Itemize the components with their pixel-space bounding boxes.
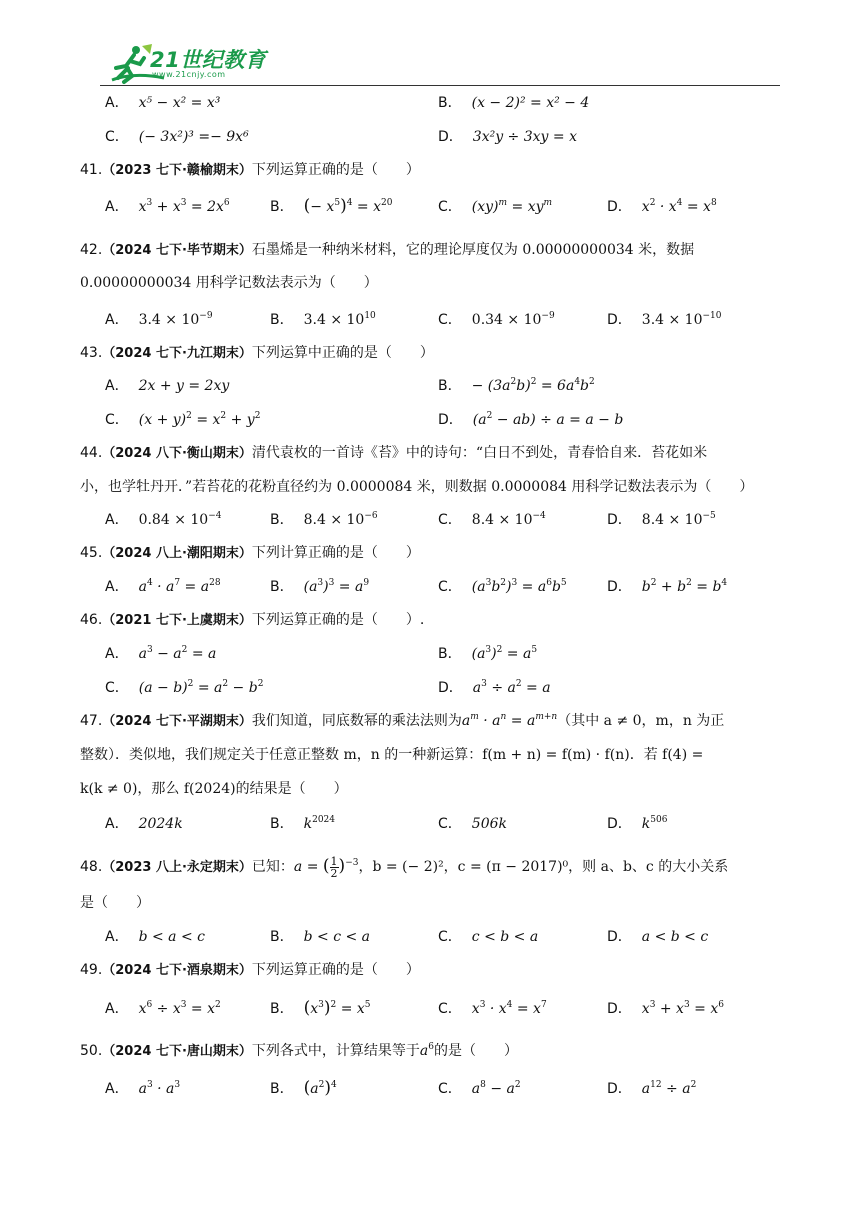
q46-option-c: C． $(a - b)^2 = a^2 - b^2$: [105, 679, 264, 696]
q41-option-d: D． $x^2 \cdot x^4 = x^8$: [607, 198, 717, 215]
q44-stem-line2: 小，也学牡丹开．”若苔花的花粉直径约为 0.0000084 米，则数据 0.0000084 用科学记数法表示为（ ）: [80, 479, 754, 495]
q43-option-a: A． 2x + y = 2xy: [105, 378, 230, 394]
q47-stem-line2: 整数）．类似地，我们规定关于任意正整数 m，n 的一种新运算：f(m + n) = f(m) · f(n)．若 f(4) =: [80, 747, 704, 763]
header-divider: [100, 85, 780, 86]
q47-stem-line3: k(k ≠ 0)，那么 f(2024)的结果是（ ）: [80, 781, 348, 797]
q46-option-b: B． $(a^3)^2 = a^5$: [438, 645, 538, 662]
q48-option-b: B． b < c < a: [270, 929, 371, 945]
q44-option-d: D． $8.4 \times 10^{-5}$: [607, 511, 716, 528]
q44-option-b: B． $8.4 \times 10^{-6}$: [270, 511, 378, 528]
q40-option-c: C． (− 3x²)³ =− 9x⁶: [105, 129, 249, 145]
q42-option-d: D． $3.4 \times 10^{-10}$: [607, 311, 722, 328]
q48-option-c: C． c < b < a: [438, 929, 539, 945]
q45-option-b: B． $(a^3)^3 = a^9$: [270, 578, 370, 595]
q48-stem-line2: 是（ ）: [80, 895, 150, 911]
q42-option-c: C． $0.34 \times 10^{-9}$: [438, 311, 555, 328]
q46-option-a: A． $a^3 - a^2 = a$: [105, 645, 217, 662]
q49-option-c: C． $x^3 \cdot x^4 = x^7$: [438, 1000, 547, 1017]
q44-stem-line1: 44.（2024 八下·衡山期末）清代袁枚的一首诗《苔》中的诗句：“白日不到处，青春恰自来．苔花如米: [80, 445, 708, 461]
q48-option-a: A． b < a < c: [105, 929, 205, 945]
q50-option-b: B． $(a^2)^4$: [270, 1078, 337, 1098]
q45-option-a: A． $a^4 \cdot a^7 = a^{28}$: [105, 578, 221, 595]
q49-option-d: D． $x^3 + x^3 = x^6$: [607, 1000, 724, 1017]
q42-option-b: B． $3.4 \times 10^{10}$: [270, 311, 376, 328]
q42-stem-line2: 0.00000000034 用科学记数法表示为（ ）: [80, 275, 378, 291]
q43-option-c: C． $(x + y)^2 = x^2 + y^2$: [105, 411, 261, 428]
q48-option-d: D． a < b < c: [607, 929, 709, 945]
q49-option-b: B． $(x^3)^2 = x^5$: [270, 998, 371, 1018]
q50-option-d: D． $a^{12} \div a^2$: [607, 1080, 697, 1097]
q42-stem-line1: 42.（2024 七下·毕节期末）石墨烯是一种纳米材料，它的理论厚度仅为 0.00000000034 米，数据: [80, 242, 695, 258]
q49-option-a: A． $x^6 \div x^3 = x^2$: [105, 1000, 221, 1017]
q41-stem: 41.（2023 七下·赣榆期末）下列运算正确的是（ ）: [80, 162, 420, 178]
q47-option-d: D． $k^{506}$: [607, 815, 668, 832]
q46-option-d: D． $a^3 \div a^2 = a$: [438, 679, 551, 696]
q40-option-d: D． 3x²y ÷ 3xy = x: [438, 129, 577, 145]
q46-stem: 46.（2021 七下·上虞期末）下列运算正确的是（ ）.: [80, 612, 425, 628]
q40-option-a: A． x⁵ − x² = x³: [105, 95, 221, 111]
q48-stem-line1: 48.（2023 八上·永定期末）已知：a = ( $\frac{1}{2}$ )$^{-3}$，b = (− 2)²，c = (π − 2017)⁰，则 a、b、c 的大小关系: [80, 854, 729, 880]
q45-option-c: C． $(a^3b^2)^3 = a^6b^5$: [438, 578, 567, 595]
q43-stem: 43.（2024 七下·九江期末）下列运算中正确的是（ ）: [80, 345, 434, 361]
q50-option-a: A． $a^3 \cdot a^3$: [105, 1080, 181, 1097]
q47-option-c: C． 506k: [438, 816, 507, 832]
q50-stem: 50.（2024 七下·唐山期末）下列各式中，计算结果等于$a^6$的是（ ）: [80, 1042, 519, 1059]
q44-option-c: C． $8.4 \times 10^{-4}$: [438, 511, 546, 528]
page-header: [100, 38, 780, 88]
q44-option-a: A． $0.84 \times 10^{-4}$: [105, 511, 222, 528]
q43-option-d: D． $(a^2 - ab) \div a = a - b$: [438, 411, 624, 428]
q49-stem: 49.（2024 七下·酒泉期末）下列运算正确的是（ ）: [80, 962, 420, 978]
q45-option-d: D． $b^2 + b^2 = b^4$: [607, 578, 728, 595]
q47-option-b: B． $k^{2024}$: [270, 815, 335, 832]
q47-stem-line1: 47.（2024 七下·平湖期末）我们知道，同底数幂的乘法法则为$a^m \cdot a^n = a^{m+n}$（其中 a ≠ 0，m，n 为正: [80, 712, 725, 729]
q45-stem: 45.（2024 八上·潮阳期末）下列计算正确的是（ ）: [80, 545, 420, 561]
q41-option-c: C． $(xy)^m = xy^m$: [438, 198, 553, 215]
q41-option-b: B． (− $x^5)^4 = x^{20}$: [270, 196, 393, 216]
logo-text: 21世纪教育: [150, 48, 267, 72]
q40-option-b: B． (x − 2)² = x² − 4: [438, 95, 590, 111]
q43-option-b: B． − $(3a^2b)^2 = 6a^4b^2$: [438, 377, 595, 394]
q50-option-c: C． $a^8 - a^2$: [438, 1080, 521, 1097]
q42-option-a: A． $3.4 \times 10^{-9}$: [105, 311, 213, 328]
logo-url: www.21cnjy.com: [152, 70, 226, 79]
q47-option-a: A． 2024k: [105, 816, 183, 832]
q41-option-a: A． $x^3 + x^3 = 2x^6$: [105, 198, 230, 215]
